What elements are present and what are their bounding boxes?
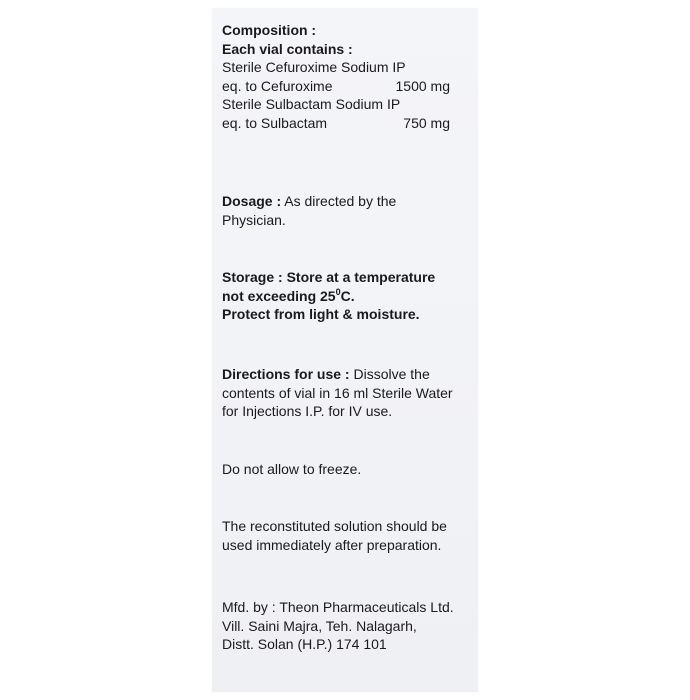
storage-temp-prefix: not exceeding 25 <box>222 287 336 304</box>
storage-line-1: Storage : Store at a temperature <box>222 269 436 285</box>
composition-section <box>222 21 474 132</box>
reconstitution-section <box>222 517 474 554</box>
directions-section <box>222 365 474 421</box>
directions-line-3: for Injections I.P. for IV use. <box>222 403 393 419</box>
storage-section <box>222 268 474 324</box>
storage-temp-suffix: C. <box>340 287 355 304</box>
ingredient-2-qty: 1500 mg <box>395 77 450 94</box>
ingredient-2-name: eq. to Cefuroxime <box>222 77 333 94</box>
storage-line-3: Protect from light & moisture. <box>222 306 420 322</box>
composition-heading: Composition : <box>222 22 317 38</box>
dosage-text: As directed by the <box>284 193 397 209</box>
ingredient-2 <box>222 77 474 96</box>
dosage-text-2: Physician. <box>222 211 286 228</box>
manufacturer-section <box>222 598 474 654</box>
reconstitution-line-2: used immediately after preparation. <box>222 536 442 553</box>
degree-sign: 0 <box>335 286 341 297</box>
manufacturer-line-3: Distt. Solan (H.P.) 174 101 <box>222 636 387 652</box>
manufacturer-line-1: Mfd. by : Theon Pharmaceuticals Ltd. <box>222 599 454 615</box>
directions-label: Directions for use : <box>222 366 350 382</box>
ingredient-1: Sterile Cefuroxime Sodium IP <box>222 59 406 75</box>
composition-subheading: Each vial contains : <box>222 40 353 57</box>
ingredient-3: Sterile Sulbactam Sodium IP <box>222 96 401 112</box>
ingredient-4-name: eq. to Sulbactam <box>222 114 328 131</box>
reconstitution-line-1: The reconstituted solution should be <box>222 518 447 534</box>
manufacturer-line-2: Vill. Saini Majra, Teh. Nalagarh, <box>222 617 417 634</box>
directions-text: Dissolve the <box>353 366 430 382</box>
freeze-warning-text: Do not allow to freeze. <box>222 461 362 477</box>
storage-line-2 <box>222 287 474 306</box>
ingredient-4 <box>222 114 474 133</box>
label-panel <box>212 8 478 692</box>
freeze-warning <box>222 460 474 479</box>
ingredient-4-qty: 750 mg <box>403 114 450 131</box>
directions-line-2: contents of vial in 16 ml Sterile Water <box>222 384 453 401</box>
dosage-label: Dosage : <box>222 193 282 209</box>
dosage-section <box>222 192 474 229</box>
